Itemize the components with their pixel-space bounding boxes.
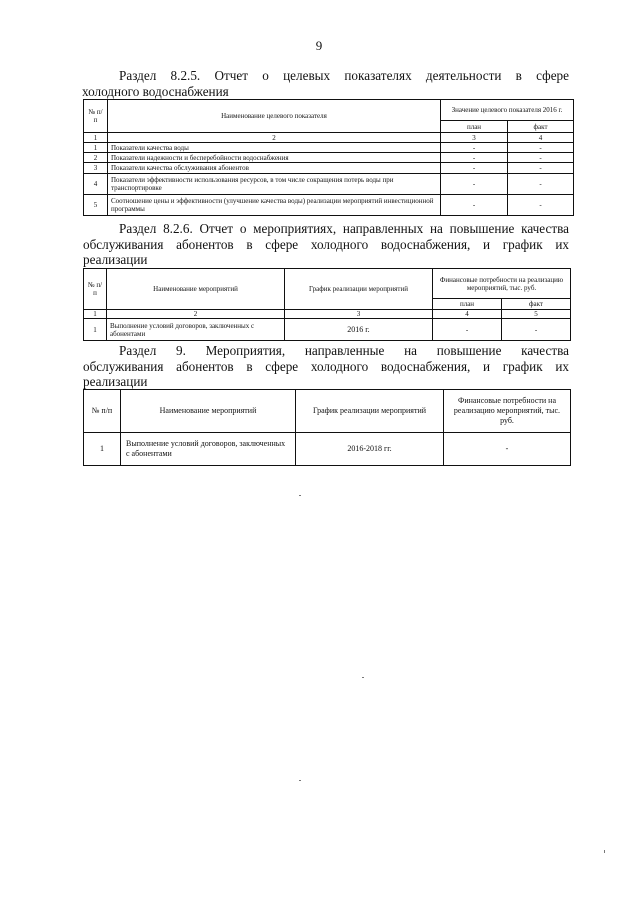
index-cell: 4 xyxy=(508,133,574,143)
index-cell: 2 xyxy=(108,133,441,143)
row-plan: - xyxy=(441,195,508,216)
table-row xyxy=(84,153,574,163)
row-fact: - xyxy=(508,153,574,163)
header-fact: факт xyxy=(502,299,571,310)
header-finance: Финансовые потребности на реализацию мероприятий, тыс. руб. xyxy=(433,269,571,299)
section-825-heading xyxy=(83,68,569,99)
row-num: 4 xyxy=(84,174,108,195)
row-schedule: 2016 г. xyxy=(285,319,433,341)
section-9-heading-line1: Раздел 9. Мероприятия, направленные на повышение качества xyxy=(119,343,569,358)
table-row xyxy=(84,143,574,153)
target-indicators-table xyxy=(83,99,574,216)
row-num: 3 xyxy=(84,163,108,174)
header-num: № п/п xyxy=(84,390,121,433)
header-finance: Финансовые потребности на реализацию мероприятий, тыс. руб. xyxy=(444,390,571,433)
header-fact: факт xyxy=(508,121,574,133)
header-measure-name: Наименование мероприятий xyxy=(107,269,285,310)
index-cell: 3 xyxy=(285,310,433,319)
header-num: № п/п xyxy=(84,100,108,133)
index-cell: 4 xyxy=(433,310,502,319)
row-plan: - xyxy=(441,174,508,195)
row-plan: - xyxy=(433,319,502,341)
row-schedule: 2016-2018 гг. xyxy=(296,433,444,466)
scan-speck xyxy=(299,780,301,781)
table-row xyxy=(84,319,571,341)
header-plan: план xyxy=(433,299,502,310)
row-plan: - xyxy=(441,143,508,153)
table-row xyxy=(84,163,574,174)
header-target-value: Значение целевого показателя 2016 г. xyxy=(441,100,574,121)
header-measure-name: Наименование мероприятий xyxy=(121,390,296,433)
section-9-heading xyxy=(83,343,569,390)
row-fact: - xyxy=(508,174,574,195)
row-num: 1 xyxy=(84,143,108,153)
section-826-heading xyxy=(83,221,569,268)
row-name: Соотношение цены и эффективности (улучшение качества воды) реализации мероприятий инвестиционной программы xyxy=(108,195,441,216)
row-fact: - xyxy=(508,163,574,174)
section-826-heading-line2: обслуживания абонентов в сфере холодного водоснабжения, и график их xyxy=(83,236,569,252)
row-name: Показатели качества обслуживания абонентов xyxy=(108,163,441,174)
service-measures-plan-table xyxy=(83,389,571,466)
row-name: Показатели качества воды xyxy=(108,143,441,153)
index-row xyxy=(84,310,571,319)
row-finance: - xyxy=(444,433,571,466)
index-cell: 1 xyxy=(84,310,107,319)
section-826-heading-line1: Раздел 8.2.6. Отчет о мероприятиях, направленных на повышение качества xyxy=(119,221,569,236)
section-826-heading-line3: реализации xyxy=(83,252,148,267)
row-plan: - xyxy=(441,163,508,174)
service-measures-report-table xyxy=(83,268,571,341)
row-name: Выполнение условий договоров, заключенных с абонентами xyxy=(107,319,285,341)
header-indicator-name: Наименование целевого показателя xyxy=(108,100,441,133)
page-number: 9 xyxy=(315,38,323,53)
header-schedule: График реализации мероприятий xyxy=(285,269,433,310)
table-row xyxy=(84,195,574,216)
row-num: 5 xyxy=(84,195,108,216)
header-num: № п/п xyxy=(84,269,107,310)
index-cell: 5 xyxy=(502,310,571,319)
section-825-heading-line2: холодного водоснабжения xyxy=(82,83,229,99)
row-fact: - xyxy=(508,143,574,153)
scan-speck xyxy=(362,677,364,678)
index-cell: 1 xyxy=(84,133,108,143)
row-num: 2 xyxy=(84,153,108,163)
section-9-heading-line2: обслуживания абонентов в сфере холодного водоснабжения, и график их xyxy=(83,358,569,374)
index-cell: 3 xyxy=(441,133,508,143)
row-name: Показатели эффективности использования ресурсов, в том числе сокращения потерь воды при транспортировке xyxy=(108,174,441,195)
scan-speck xyxy=(604,850,605,853)
index-row xyxy=(84,133,574,143)
header-plan: план xyxy=(441,121,508,133)
table-row xyxy=(84,174,574,195)
row-name: Выполнение условий договоров, заключенных с абонентами xyxy=(121,433,296,466)
row-fact: - xyxy=(508,195,574,216)
row-name: Показатели надежности и бесперебойности водоснабжения xyxy=(108,153,441,163)
section-9-heading-line3: реализации xyxy=(83,374,148,389)
scan-speck xyxy=(299,495,301,496)
row-num: 1 xyxy=(84,433,121,466)
row-fact: - xyxy=(502,319,571,341)
table-row xyxy=(84,433,571,466)
header-schedule: График реализации мероприятий xyxy=(296,390,444,433)
section-825-heading-line1: Раздел 8.2.5. Отчет о целевых показателях деятельности в сфере xyxy=(119,68,569,83)
index-cell: 2 xyxy=(107,310,285,319)
row-num: 1 xyxy=(84,319,107,341)
row-plan: - xyxy=(441,153,508,163)
